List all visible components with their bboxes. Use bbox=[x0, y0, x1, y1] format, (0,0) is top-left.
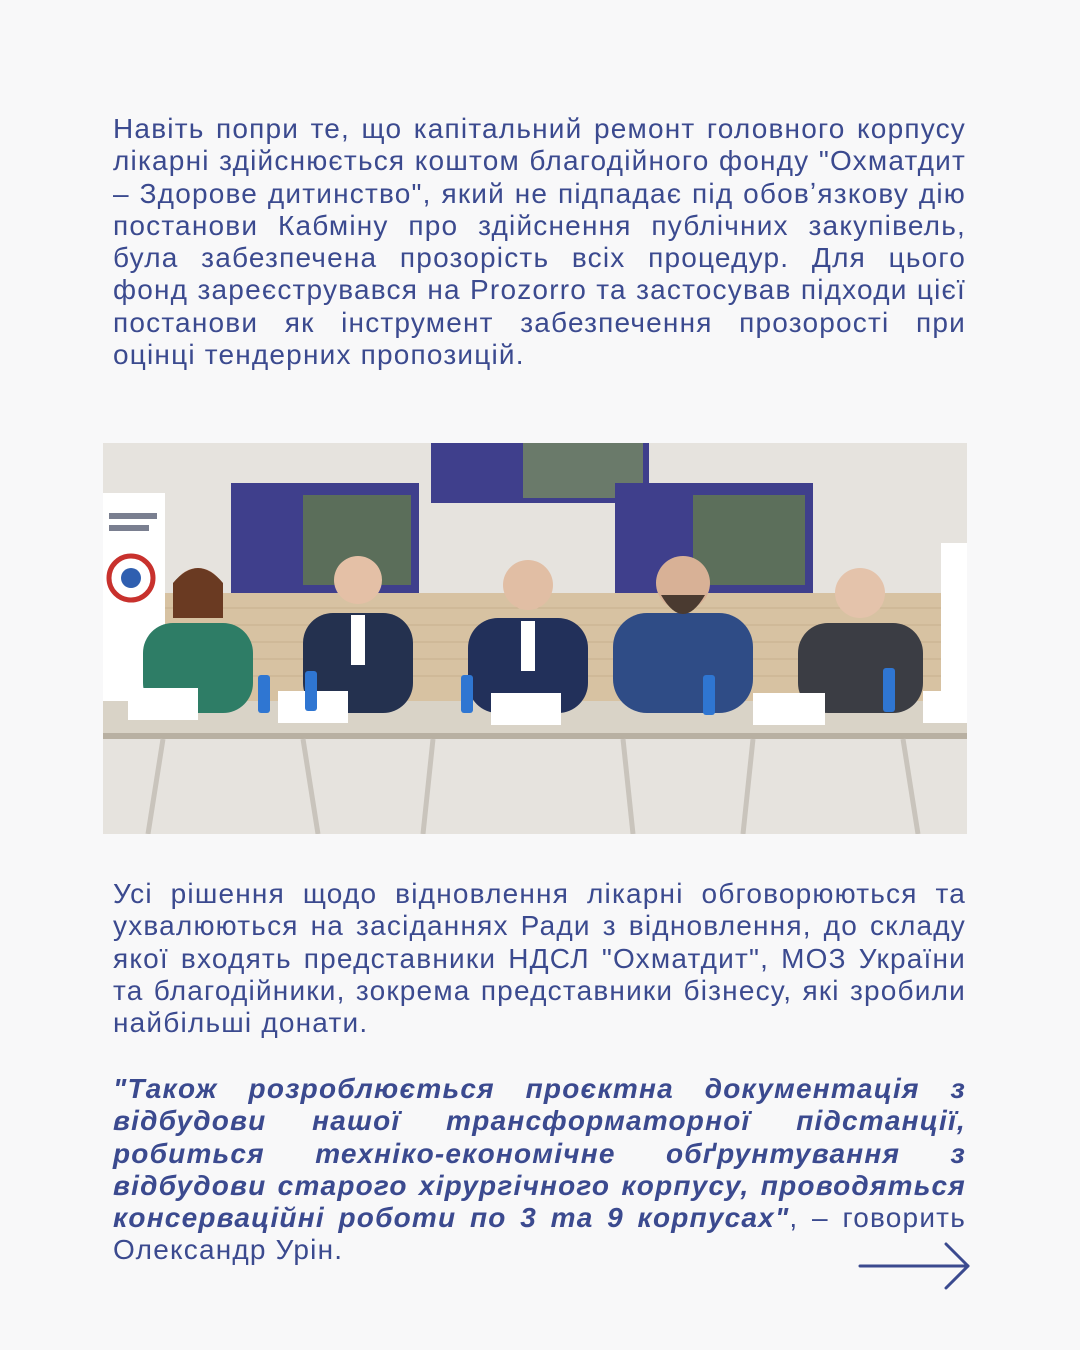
paragraph-council: Усі рішення щодо відновлення лікарні обговорюються та ухвалюються на засіданнях Ради з відновлення, до складу якої входять представники НДСЛ "Охматдит", МОЗ України та благодійники, зокрема представники бізнесу, які зробили найбільші донати. bbox=[113, 878, 966, 1039]
quote-text: "Також розроблюється проєктна документація з відбудови нашої трансформаторної підстанції, робиться техніко-економічне обґрунтування з відбудови старого хірургічного корпусу, проводяться консерваційні роботи по 3 та 9 корпусах" bbox=[113, 1073, 966, 1234]
quote-paragraph bbox=[113, 1073, 966, 1267]
press-conference-photo bbox=[103, 443, 967, 834]
paragraph-intro: Навіть попри те, що капітальний ремонт головного корпусу лікарні здійснюється коштом благодійного фонду "Охматдит – Здорове дитинство", який не підпадає під обовʼязкову дію постанови Кабміну про здійснення публічних закупівель, була забезпечена прозорість всіх процедур. Для цього фонд зареєструвався на Prozorro та застосував підходи цієї постанови як інструмент забезпечення прозорості при оцінці тендерних пропозицій. bbox=[113, 113, 966, 371]
quote-attribution: , – говорить Олександр Урін. bbox=[113, 1202, 966, 1266]
arrow-right-icon[interactable] bbox=[858, 1240, 974, 1297]
